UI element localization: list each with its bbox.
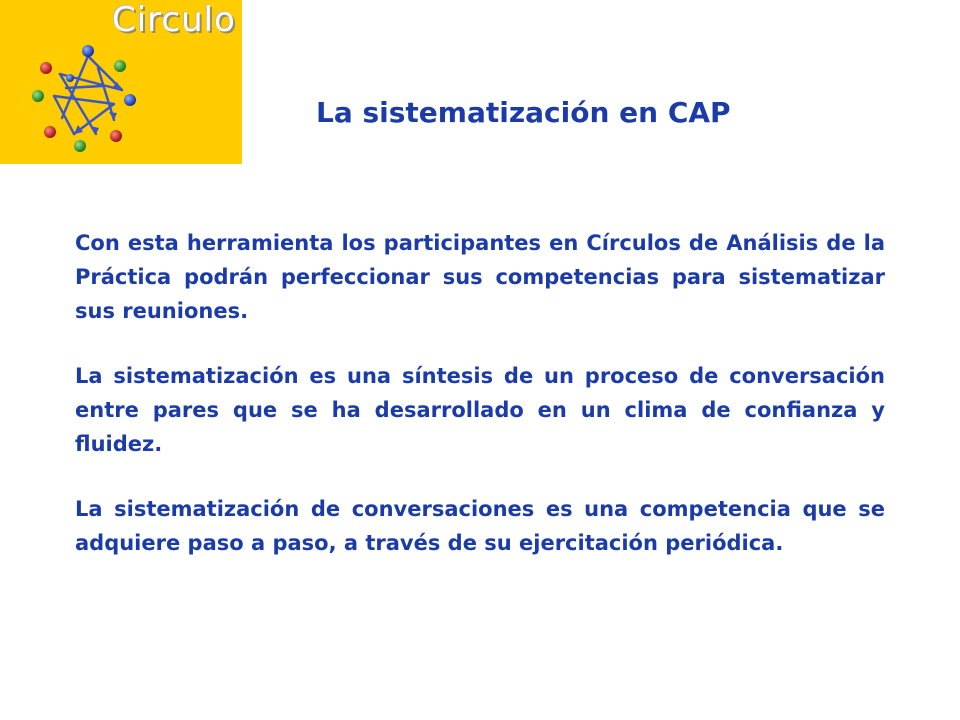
slide-body (75, 226, 885, 591)
paragraph-3: La sistematización de conversaciones es una competencia que se adquiere paso a paso, a través de su ejercitación periódica. (75, 497, 885, 555)
paragraph-2: La sistematización es una síntesis de un proceso de conversación entre pares que se ha desarrollado en un clima de confianza y fluidez. (75, 364, 885, 456)
logo-wordmark: Circulo (112, 0, 236, 40)
circulo-logo (0, 0, 242, 164)
paragraph-1: Con esta herramienta los participantes en Círculos de Análisis de la Práctica podrán perfeccionar sus competencias para sistematizar sus reuniones. (75, 231, 885, 323)
network-of-colored-spheres-icon (26, 38, 150, 156)
page-title: La sistematización en CAP (316, 96, 731, 129)
